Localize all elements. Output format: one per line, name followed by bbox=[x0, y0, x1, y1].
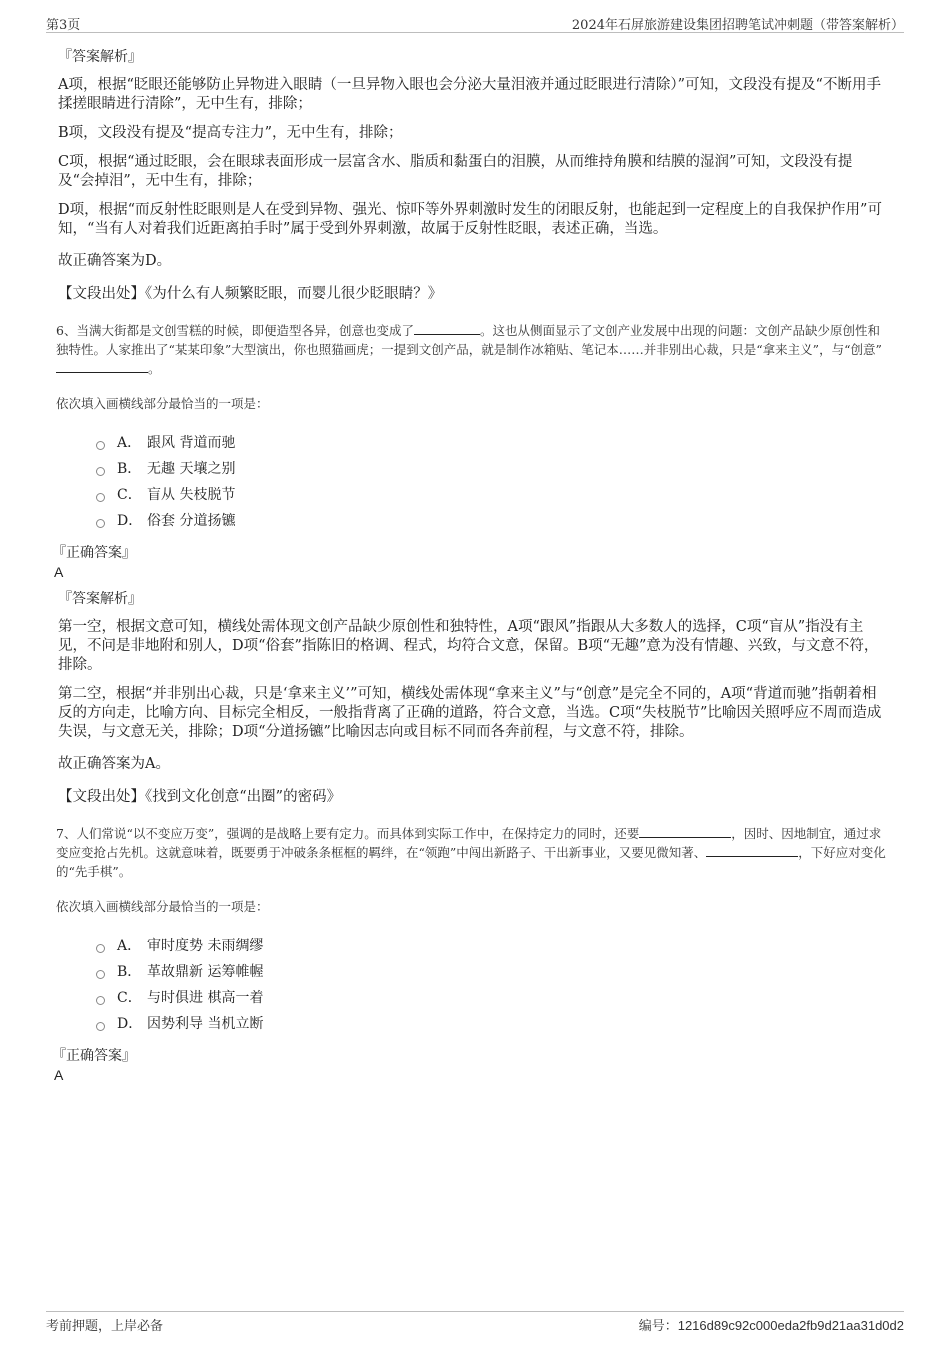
question-text: 。这也从侧面显示了文创产业发展中出现的问题：文创产品缺少原创性和独特性。人家推出了“某某印象”大型演出，你也照猫画虎；一提到文创产品，就是制作冰箱贴、笔记本……并非别出心裁，只是“拿来主义”，与“创意” bbox=[56, 323, 882, 357]
option-b[interactable] bbox=[96, 456, 886, 482]
option-text: 跟风 背道而驰 bbox=[147, 435, 236, 451]
page-footer bbox=[46, 1311, 904, 1336]
option-letter: D． bbox=[117, 1016, 143, 1032]
fill-blank bbox=[56, 360, 148, 373]
option-c[interactable] bbox=[96, 985, 886, 1011]
analysis-label: 『答案解析』 bbox=[58, 591, 142, 607]
radio-icon[interactable] bbox=[96, 1022, 105, 1031]
question-text: 7、人们常说“以不变应万变”，强调的是战略上要有定力。而具体到实际工作中，在保持定力的同时，还要 bbox=[56, 826, 640, 841]
option-letter: A． bbox=[117, 435, 142, 451]
page-number: 第3页 bbox=[46, 18, 81, 33]
code-value: 1216d89c92c000eda2fb9d21aa31d0d2 bbox=[677, 1318, 904, 1333]
correct-answer: A bbox=[54, 564, 64, 580]
analysis-paragraph: 第二空，根据“并非别出心裁，只是‘拿来主义’”可知，横线处需体现“拿来主义”与“创意”是完全不同的，A项“背道而驰”指朝着相反的方向走，比喻方向、目标完全相反，一般指背离了正确的道路，符合文意，当选。C项“失枝脱节”比喻因关照呼应不周而造成失误，与文意无关，排除；D项“分道扬镳”比喻因志向或目标不同而各奔前程，与文意不符，排除。 bbox=[58, 686, 882, 740]
analysis-paragraph: D项，根据“而反射性眨眼则是人在受到异物、强光、惊吓等外界刺激时发生的闭眼反射，也能起到一定程度上的自我保护作用”可知，“当有人对着我们近距离拍手时”属于受到外界刺激，故属于反射性眨眼，表述正确，当选。 bbox=[58, 202, 882, 237]
question-6-stem bbox=[56, 321, 886, 378]
correct-answer-label: 『正确答案』 bbox=[52, 1048, 136, 1064]
option-a[interactable] bbox=[96, 430, 886, 456]
option-d[interactable] bbox=[96, 1011, 886, 1037]
passage-source: 【文段出处】《找到文化创意“出圈”的密码》 bbox=[58, 789, 342, 805]
footer-slogan: 考前押题，上岸必备 bbox=[46, 1319, 164, 1334]
option-letter: C． bbox=[117, 487, 142, 503]
radio-icon[interactable] bbox=[96, 519, 105, 528]
question-prompt: 依次填入画横线部分最恰当的一项是： bbox=[56, 899, 269, 914]
option-letter: B． bbox=[117, 964, 142, 980]
document-content bbox=[52, 46, 886, 1091]
fill-blank bbox=[706, 844, 798, 857]
correct-answer: A bbox=[54, 1067, 64, 1083]
correct-answer-label: 『正确答案』 bbox=[52, 545, 136, 561]
option-text: 革故鼎新 运筹帷幄 bbox=[147, 964, 264, 980]
option-text: 无趣 天壤之别 bbox=[147, 461, 236, 477]
question-text: ，因时、因地制宜，通过求变应变抢占先机。这就意味着，既要勇于冲破条条框框的羁绊，在“领跑”中闯出新路子、干出新事业，又要见微知著、 bbox=[56, 826, 882, 860]
option-d[interactable] bbox=[96, 508, 886, 534]
radio-icon[interactable] bbox=[96, 970, 105, 979]
option-text: 因势利导 当机立断 bbox=[147, 1016, 264, 1032]
radio-icon[interactable] bbox=[96, 996, 105, 1005]
question-text: 。 bbox=[148, 361, 161, 376]
final-answer: 故正确答案为A。 bbox=[58, 756, 170, 772]
radio-icon[interactable] bbox=[96, 441, 105, 450]
document-code bbox=[639, 1315, 904, 1334]
fill-blank bbox=[414, 322, 480, 335]
analysis-paragraph: B项，文段没有提及“提高专注力”，无中生有，排除； bbox=[58, 125, 403, 141]
question-text: 6、当满大街都是文创雪糕的时候，即便造型各异，创意也变成了 bbox=[56, 323, 414, 338]
radio-icon[interactable] bbox=[96, 467, 105, 476]
option-letter: C． bbox=[117, 990, 142, 1006]
analysis-paragraph: A项，根据“眨眼还能够防止异物进入眼睛（一旦异物入眼也会分泌大量泪液并通过眨眼进行清除）”可知，文段没有提及“不断用手揉搓眼睛进行清除”，无中生有，排除； bbox=[58, 77, 881, 112]
passage-source: 【文段出处】《为什么有人频繁眨眼，而婴儿很少眨眼睛？》 bbox=[58, 286, 443, 302]
code-label: 编号： bbox=[638, 1319, 678, 1334]
option-letter: A． bbox=[117, 938, 142, 954]
analysis-paragraph: 第一空，根据文意可知，横线处需体现文创产品缺少原创性和独特性，A项“跟风”指跟从大多数人的选择，C项“盲从”指没有主见，不问是非地附和别人，D项“俗套”指陈旧的格调、程式，均符合文意，保留。B项“无趣”意为没有情趣、兴致，与文意不符，排除。 bbox=[58, 619, 879, 673]
option-letter: D． bbox=[117, 513, 143, 529]
option-text: 盲从 失枝脱节 bbox=[147, 487, 236, 503]
fill-blank bbox=[639, 825, 731, 838]
option-text: 与时俱进 棋高一着 bbox=[147, 990, 264, 1006]
analysis-paragraph: C项，根据“通过眨眼，会在眼球表面形成一层富含水、脂质和黏蛋白的泪膜，从而维持角膜和结膜的湿润”可知，文段没有提及“会掉泪”，无中生有，排除； bbox=[58, 154, 853, 189]
option-a[interactable] bbox=[96, 933, 886, 959]
question-text: ，下好应对变化的“先手棋”。 bbox=[56, 845, 886, 879]
option-c[interactable] bbox=[96, 482, 886, 508]
option-list bbox=[96, 430, 886, 534]
analysis-label: 『答案解析』 bbox=[58, 49, 142, 65]
option-text: 俗套 分道扬镳 bbox=[147, 513, 236, 529]
final-answer: 故正确答案为D。 bbox=[58, 253, 172, 269]
radio-icon[interactable] bbox=[96, 944, 105, 953]
question-7-stem bbox=[56, 824, 886, 881]
option-list bbox=[96, 933, 886, 1037]
document-title: 2024年石屏旅游建设集团招聘笔试冲刺题（带答案解析） bbox=[571, 18, 904, 33]
option-b[interactable] bbox=[96, 959, 886, 985]
question-prompt: 依次填入画横线部分最恰当的一项是： bbox=[56, 396, 269, 411]
option-letter: B． bbox=[117, 461, 142, 477]
option-text: 审时度势 未雨绸缪 bbox=[147, 938, 264, 954]
radio-icon[interactable] bbox=[96, 493, 105, 502]
page-header bbox=[46, 12, 904, 33]
